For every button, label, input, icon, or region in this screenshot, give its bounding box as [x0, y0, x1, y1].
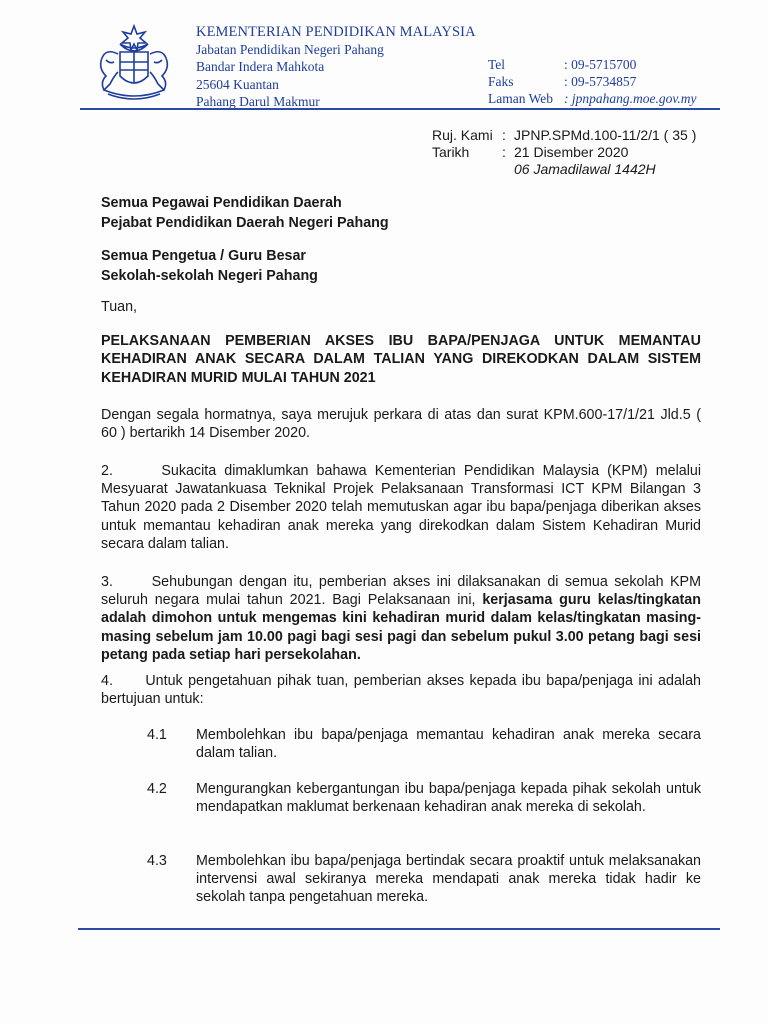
- date-row: [432, 144, 696, 161]
- ruj-label: Ruj. Kami: [432, 127, 493, 143]
- hijri-row: [432, 161, 696, 178]
- paragraph-3-text: 3. Sehubungan dengan itu, pemberian akses ini dilaksanakan di semua sekolah KPM seluruh negara mulai tahun 2021. Bagi Pelaksanaan ini,: [101, 574, 701, 609]
- malaysia-coat-of-arms-icon: [84, 24, 184, 104]
- paragraph-3-emphasis: kerjasama guru kelas/tingkatan adalah dimohon untuk mengemas kini kehadiran murid dalam kelas/tingkatan masing-masing sebelum jam 10.00 pagi bagi sesi pagi dan sebelum pukul 3.00 petang bagi sesi petang pada setiap hari persekolahan.: [101, 592, 701, 663]
- list-item: [101, 726, 701, 762]
- tarikh-value: 21 Disember 2020: [514, 144, 629, 160]
- list-item: [101, 780, 701, 816]
- contact-web: [488, 90, 696, 107]
- paragraph-3: [101, 573, 701, 664]
- letterhead-line: Bandar Indera Mahkota: [196, 59, 325, 75]
- letterhead: [196, 24, 476, 110]
- tarikh-label: Tarikh: [432, 144, 470, 160]
- list-item-number: 4.2: [147, 781, 167, 797]
- reference-row: [432, 127, 696, 144]
- list-item-number: 4.1: [147, 727, 167, 743]
- contact-label: Faks: [488, 74, 514, 90]
- recipient-block: [101, 193, 389, 233]
- letterhead-line: 25604 Kuantan: [196, 76, 279, 92]
- list-item-number: 4.3: [147, 853, 167, 869]
- contact-value: : 09-5715700: [564, 57, 637, 72]
- recipient-line: Pejabat Pendidikan Daerah Negeri Pahang: [101, 215, 389, 231]
- letterhead-line: Jabatan Pendidikan Negeri Pahang: [196, 42, 384, 58]
- contact-label: Tel: [488, 57, 506, 72]
- recipient-line: Semua Pegawai Pendidikan Daerah: [101, 195, 342, 211]
- hijri-date: 06 Jamadilawal 1442H: [514, 161, 656, 177]
- ref-colon: :: [502, 127, 506, 143]
- reference-block: [432, 127, 696, 178]
- list-item-text: Membolehkan ibu bapa/penjaga bertindak secara proaktif untuk melaksanakan intervensi awal sekiranya mereka mendapati anak mereka tidak hadir ke sekolah tanpa pengetahuan mereka.: [196, 853, 701, 906]
- greeting: Tuan,: [101, 299, 138, 315]
- ministry-name: KEMENTERIAN PENDIDIKAN MALAYSIA: [196, 24, 476, 40]
- footer-divider: [78, 928, 720, 930]
- recipient-block: [101, 246, 318, 286]
- ruj-value: JPNP.SPMd.100-11/2/1 ( 35 ): [514, 127, 697, 143]
- paragraph-1: Dengan segala hormatnya, saya merujuk perkara di atas dan surat KPM.600-17/1/21 Jld.5 ( 60 ) bertarikh 14 Disember 2020.: [101, 407, 701, 442]
- recipient-line: Sekolah-sekolah Negeri Pahang: [101, 268, 318, 284]
- recipient-line: Semua Pengetua / Guru Besar: [101, 248, 306, 264]
- ref-colon: :: [502, 144, 506, 160]
- contact-value: : jpnpahang.moe.gov.my: [564, 91, 697, 107]
- contact-block: [488, 56, 696, 108]
- paragraph-4: 4. Untuk pengetahuan pihak tuan, pemberian akses kepada ibu bapa/penjaga ini adalah bertujuan untuk:: [101, 673, 701, 708]
- list-item: [101, 852, 701, 907]
- contact-value: : 09-5734857: [564, 74, 637, 90]
- paragraph-2: 2. Sukacita dimaklumkan bahawa Kementerian Pendidikan Malaysia (KPM) melalui Mesyuarat Jawatankuasa Teknikal Projek Pelaksanaan Transformasi ICT KPM Bilangan 3 Tahun 2020 pada 2 Disember 2020 telah memutuskan agar ibu bapa/penjaga diberikan akses untuk memantau kehadiran anak mereka yang direkodkan dalam Sistem Kehadiran Murid secara dalam talian.: [101, 463, 701, 552]
- contact-fax: [488, 73, 696, 90]
- contact-label: Laman Web: [488, 91, 554, 107]
- subject-heading: PELAKSANAAN PEMBERIAN AKSES IBU BAPA/PENJAGA UNTUK MEMANTAU KEHADIRAN ANAK SECARA DALAM TALIAN YANG DIREKODKAN DALAM SISTEM KEHADIRAN MURID MULAI TAHUN 2021: [101, 333, 701, 386]
- letterhead-divider: [80, 108, 720, 110]
- contact-tel: [488, 56, 696, 73]
- list-item-text: Membolehkan ibu bapa/penjaga memantau kehadiran anak mereka secara dalam talian.: [196, 727, 701, 762]
- letterhead-line: Pahang Darul Makmur: [196, 93, 320, 109]
- list-item-text: Mengurangkan kebergantungan ibu bapa/penjaga kepada pihak sekolah untuk mendapatkan maklumat berkenaan kehadiran anak mereka di sekolah.: [196, 781, 701, 816]
